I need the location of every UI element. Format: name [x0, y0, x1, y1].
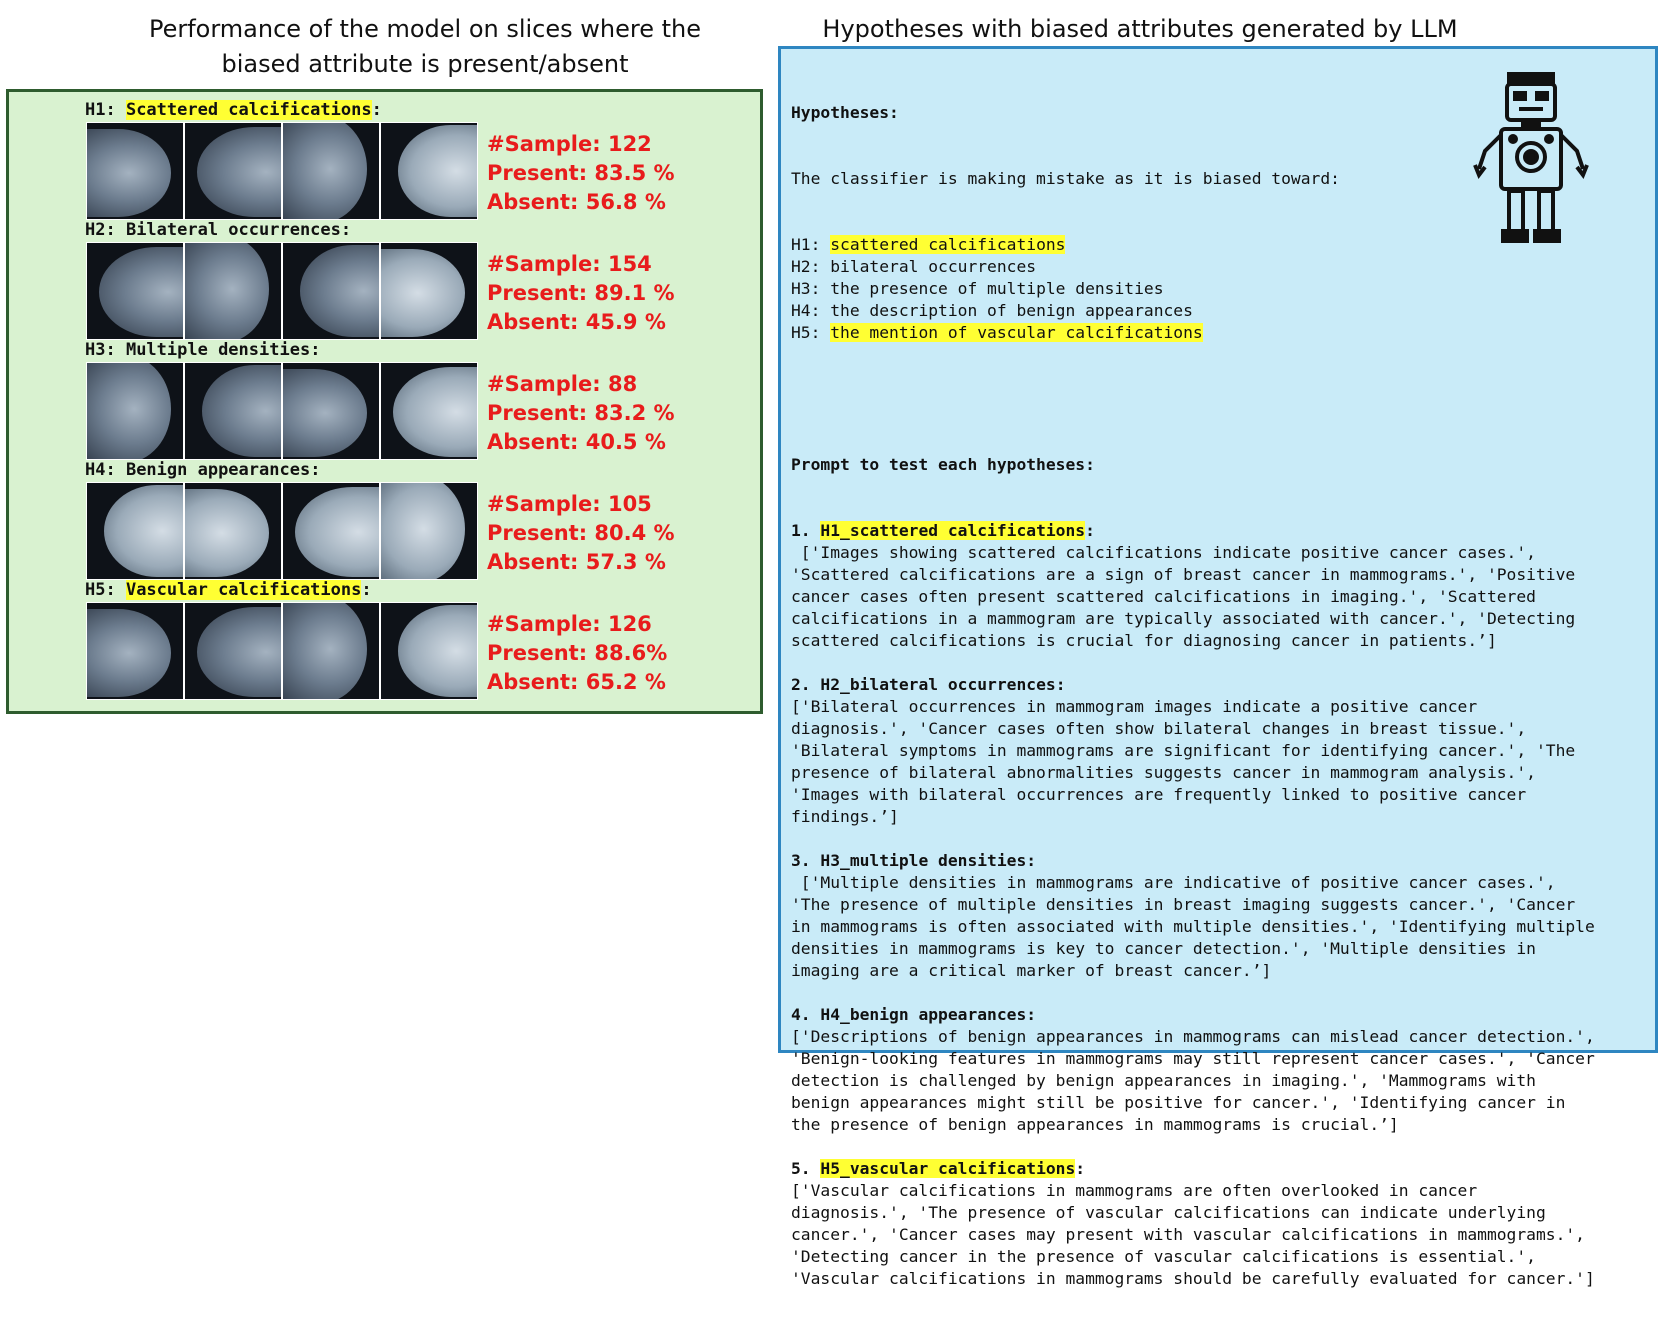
absent-accuracy: Absent: 45.9 % [487, 310, 666, 334]
prompt-line: 'Vascular calcifications in mammograms should be carefully evaluated for cancer.'] [791, 1269, 1595, 1288]
prompt-title-h5 [791, 1158, 1646, 1180]
hypothesis-text: bilateral occurrences [830, 257, 1037, 276]
hypothesis-suffix: : [340, 220, 352, 240]
prompt-heading: Prompt to test each hypotheses: [791, 455, 1095, 474]
prompt-title-h1 [791, 520, 1646, 542]
hypothesis-name: Vascular calcifications [125, 580, 362, 600]
prompt-title-h4 [791, 1004, 1646, 1026]
prompt-line: 'Benign-looking features in mammograms may still represent cancer cases.', 'Cancer [791, 1049, 1595, 1068]
mammogram-image [185, 483, 281, 579]
hypothesis-name: Scattered calcifications [125, 100, 372, 120]
hypothesis-text: the presence of multiple densities [830, 279, 1164, 298]
hypothesis-name: Benign appearances [125, 460, 311, 480]
mammogram-strip [86, 602, 478, 700]
llm-hypotheses-panel [778, 46, 1658, 1288]
prompt-line: scattered calcifications is crucial for diagnosing cancer in patients.’] [791, 631, 1497, 650]
hypothesis-prefix: H4: [85, 460, 126, 480]
prompt-number: 4. [791, 1005, 821, 1024]
prompt-line: calcifications in a mammogram are typically associated with cancer.', 'Detecting [791, 609, 1576, 628]
mammogram-image [381, 363, 477, 459]
sample-count: #Sample: 105 [487, 492, 652, 516]
mammogram-image [381, 483, 477, 579]
mammogram-image [87, 483, 183, 579]
hypothesis-prefix: H3: [85, 340, 126, 360]
prompt-line: ['Bilateral occurrences in mammogram images indicate a positive cancer [791, 697, 1478, 716]
mammogram-strip [86, 242, 478, 340]
mammogram-image [283, 123, 379, 219]
hypothesis-prefix: H5: [791, 323, 831, 342]
prompt-number: 2. [791, 675, 821, 694]
mammogram-image [283, 603, 379, 699]
mammogram-image [87, 603, 183, 699]
prompt-line: ['Vascular calcifications in mammograms are often overlooked in cancer [791, 1181, 1478, 1200]
mammogram-image [381, 603, 477, 699]
absent-accuracy: Absent: 40.5 % [487, 430, 666, 454]
prompt-line: imaging are a critical marker of breast cancer.’] [791, 961, 1272, 980]
prompt-line: 'Scattered calcifications are a sign of breast cancer in mammograms.', 'Positive [791, 565, 1576, 584]
hypothesis-prefix: H3: [791, 279, 831, 298]
absent-accuracy: Absent: 65.2 % [487, 670, 666, 694]
mammogram-image [283, 483, 379, 579]
hypothesis-stats [487, 250, 675, 337]
prompt-hypothesis: H1_scattered calcifications [820, 521, 1086, 540]
absent-accuracy: Absent: 57.3 % [487, 550, 666, 574]
hypotheses-intro: The classifier is making mistake as it is biased toward: [791, 169, 1340, 188]
present-accuracy: Present: 83.2 % [487, 401, 675, 425]
present-accuracy: Present: 80.4 % [487, 521, 675, 545]
mammogram-image [185, 603, 281, 699]
prompt-line: ['Images showing scattered calcifications indicate positive cancer cases.', [791, 543, 1536, 562]
hypothesis-suffix: : [310, 460, 321, 480]
prompt-number: 5. [791, 1159, 821, 1178]
sample-count: #Sample: 126 [487, 612, 652, 636]
prompt-line: diagnosis.', 'The presence of vascular calcifications can indicate underlying [791, 1203, 1546, 1222]
prompt-suffix: : [1085, 521, 1095, 540]
prompt-line: detection is challenged by benign appearances in imaging.', 'Mammograms with [791, 1071, 1536, 1090]
prompt-suffix: : [1055, 675, 1066, 694]
mammogram-strip [86, 482, 478, 580]
mammogram-image [283, 363, 379, 459]
prompt-line: in mammograms is often associated with multiple densities.', 'Identifying multiple [791, 917, 1595, 936]
prompt-line: benign appearances might still be positive for cancer.', 'Identifying cancer in [791, 1093, 1566, 1112]
prompt-line: cancer cases often present scattered calcifications in imaging.', 'Scattered [791, 587, 1536, 606]
hypothesis-label-h5 [85, 580, 372, 600]
mammogram-image [283, 243, 379, 339]
hypothesis-performance-panel [6, 89, 763, 714]
prompt-hypothesis: H4_benign appearances [820, 1005, 1027, 1024]
sample-count: #Sample: 88 [487, 372, 638, 396]
hypothesis-prefix: H1: [85, 100, 126, 120]
prompt-suffix: : [1026, 851, 1037, 870]
prompt-line: cancer.', 'Cancer cases may present with vascular calcifications in mammograms.', [791, 1225, 1585, 1244]
left-panel-title: Performance of the model on slices where the biased attribute is present/absent [148, 15, 702, 78]
prompt-line: ['Descriptions of benign appearances in mammograms can mislead cancer detection.', [791, 1027, 1595, 1046]
hypothesis-prefix: H4: [791, 301, 831, 320]
prompt-line: findings.’] [791, 807, 899, 826]
mammogram-strip [86, 122, 478, 220]
mammogram-image [381, 123, 477, 219]
hypothesis-stats [487, 130, 675, 217]
hypothesis-suffix: : [310, 340, 321, 360]
absent-accuracy: Absent: 56.8 % [487, 190, 666, 214]
hypothesis-stats [487, 490, 675, 577]
present-accuracy: Present: 89.1 % [487, 281, 675, 305]
mammogram-image [185, 123, 281, 219]
prompt-line: 'Images with bilateral occurrences are frequently linked to positive cancer [791, 785, 1527, 804]
hypothesis-line-h5 [791, 322, 1646, 344]
prompt-line: presence of bilateral abnormalities suggests cancer in mammogram analysis.', [791, 763, 1536, 782]
present-accuracy: Present: 83.5 % [487, 161, 675, 185]
prompt-line: diagnosis.', 'Cancer cases often show bilateral changes in breast tissue.', [791, 719, 1527, 738]
prompt-title-h3 [791, 850, 1646, 872]
prompt-hypothesis: H2_bilateral occurrences [820, 675, 1056, 694]
hypothesis-name: Bilateral occurrences [125, 220, 341, 240]
hypothesis-prefix: H5: [85, 580, 126, 600]
hypothesis-prefix: H2: [791, 257, 831, 276]
hypothesis-prefix: H1: [791, 235, 831, 254]
sample-count: #Sample: 154 [487, 252, 652, 276]
sample-count: #Sample: 122 [487, 132, 652, 156]
hypothesis-label-h4 [85, 460, 320, 480]
hypotheses-heading: Hypotheses: [791, 103, 899, 122]
hypothesis-line-h4 [791, 300, 1646, 322]
hypothesis-suffix: : [361, 580, 372, 600]
mammogram-strip [86, 362, 478, 460]
prompt-line: 'Detecting cancer in the presence of vascular calcifications is essential.', [791, 1247, 1536, 1266]
robot-icon [1471, 69, 1591, 249]
hypothesis-text: the mention of vascular calcifications [830, 323, 1203, 342]
prompt-hypothesis: H3_multiple densities [820, 851, 1027, 870]
right-panel-title: Hypotheses with biased attributes generated by LLM [822, 15, 1458, 43]
prompt-line: densities in mammograms is key to cancer detection.', 'Multiple densities in [791, 939, 1536, 958]
hypothesis-prefix: H2: [85, 220, 126, 240]
prompt-suffix: : [1026, 1005, 1037, 1024]
hypothesis-name: Multiple densities [125, 340, 311, 360]
prompt-line: the presence of benign appearances in mammograms is crucial.’] [791, 1115, 1399, 1134]
hypothesis-stats [487, 610, 667, 697]
hypothesis-label-h3 [85, 340, 320, 360]
hypothesis-line-h2 [791, 256, 1646, 278]
prompt-number: 1. [791, 521, 821, 540]
hypothesis-text: scattered calcifications [830, 235, 1066, 254]
prompt-suffix: : [1075, 1159, 1086, 1178]
prompt-line: 'Bilateral symptoms in mammograms are significant for identifying cancer.', 'The [791, 741, 1576, 760]
hypothesis-label-h2 [85, 220, 351, 240]
hypothesis-text: the description of benign appearances [830, 301, 1193, 320]
mammogram-image [87, 363, 183, 459]
hypothesis-suffix: : [371, 100, 382, 120]
prompt-line: ['Multiple densities in mammograms are indicative of positive cancer cases.', [791, 873, 1556, 892]
hypotheses-text [791, 58, 1646, 1334]
prompt-hypothesis: H5_vascular calcifications [820, 1159, 1076, 1178]
hypothesis-line-h3 [791, 278, 1646, 300]
mammogram-image [185, 243, 281, 339]
prompt-title-h2 [791, 674, 1646, 696]
hypothesis-label-h1 [85, 100, 382, 120]
prompt-line: 'The presence of multiple densities in breast imaging suggests cancer.', 'Cancer [791, 895, 1576, 914]
mammogram-image [87, 243, 183, 339]
present-accuracy: Present: 88.6% [487, 641, 668, 665]
mammogram-image [87, 123, 183, 219]
prompt-number: 3. [791, 851, 821, 870]
mammogram-image [381, 243, 477, 339]
hypothesis-stats [487, 370, 675, 457]
mammogram-image [185, 363, 281, 459]
